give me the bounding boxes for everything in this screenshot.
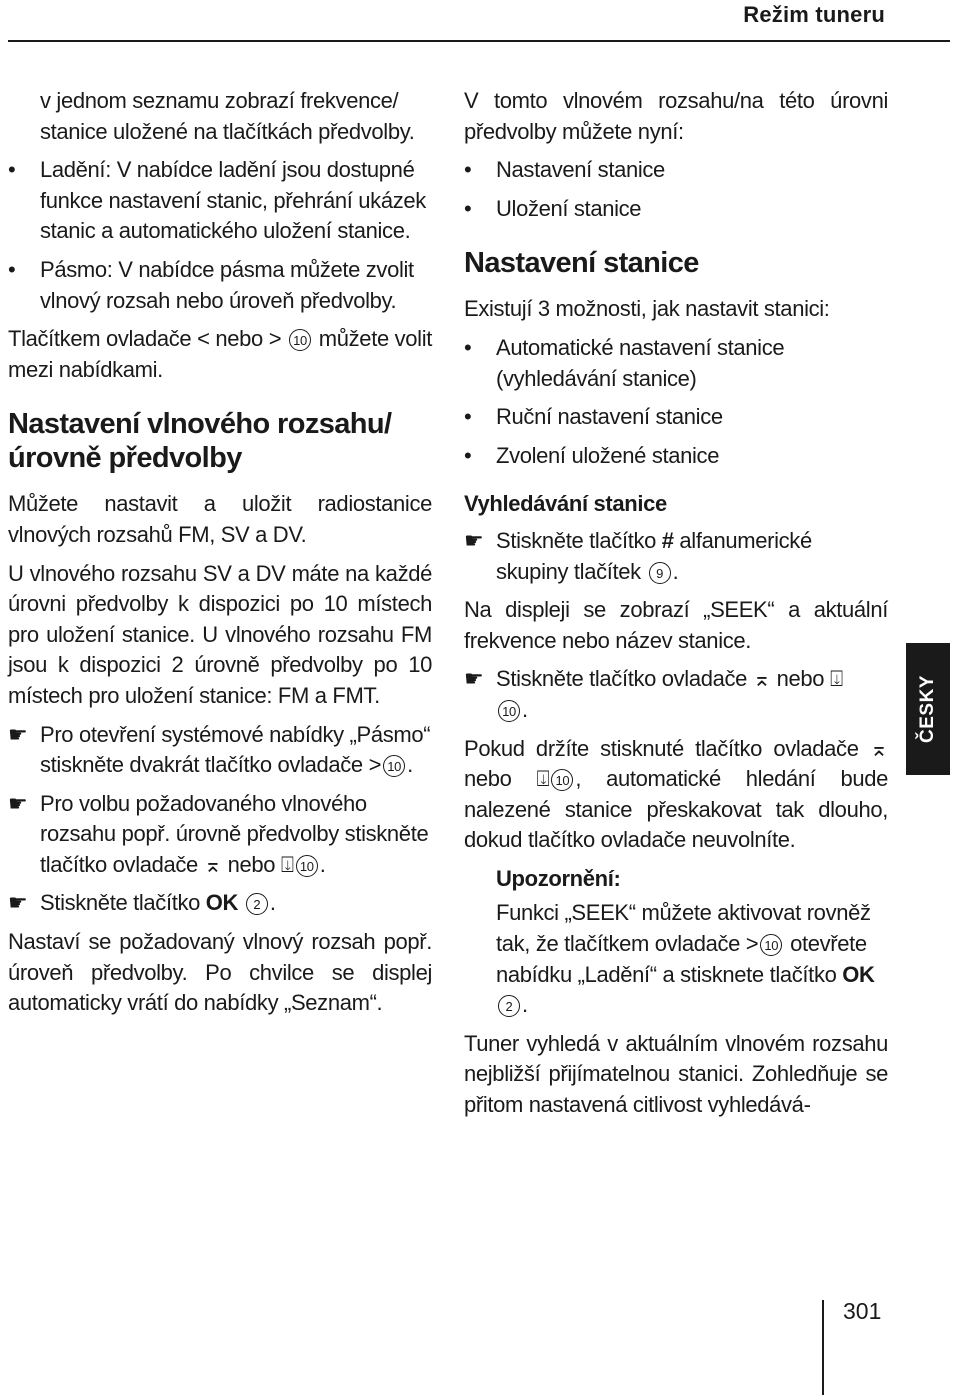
bullet-manual: • Ruční nastavení stanice [464, 402, 888, 433]
hold-button-text-or: nebo [464, 766, 512, 792]
station-options-intro: Existují 3 možnosti, jak nastavit stanici: [464, 296, 830, 322]
footer-rule [822, 1300, 824, 1395]
step-press-ok [8, 888, 432, 919]
button-ref-10: 10 [551, 769, 573, 791]
left-column [8, 86, 432, 1027]
step-select-band-or: nebo [227, 851, 276, 877]
menu-switch-text-a: Tlačítkem ovladače [8, 326, 192, 352]
note-text [496, 898, 888, 1020]
band-detail-text: U vlnového rozsahu SV a DV máte na každé úrovni předvolby k dispozici po 10 místech pro uložení stanice. U vlnového rozsahu FM jsou k dispozici 2 úrovně předvolby po 10 místech pro uložení stanice: FM a FMT. [8, 560, 432, 708]
page-number: 301 [843, 1298, 882, 1324]
step-end-dot: . [407, 752, 413, 778]
step-select-band-text: Pro volbu požadovaného vlnového rozsahu popř. úrovně předvolby stiskněte tlačítko ovladače [40, 790, 429, 877]
pointing-hand-icon: ☛ [8, 721, 28, 747]
step-end-dot: . [319, 851, 326, 877]
step-press-hash-text: Stiskněte tlačítko [496, 527, 656, 553]
step-end-dot: . [269, 890, 276, 916]
bullet-band: • Pásmo: V nabídce pásma můžete zvolit vlnový rozsah nebo úroveň předvolby. [8, 255, 432, 316]
step-press-hash-text-b: alfanumerické skupiny tlačítek [496, 527, 812, 584]
step-end-dot: . [522, 696, 528, 722]
button-ref-2: 2 [498, 995, 520, 1017]
arrow-right-icon: > [268, 326, 282, 352]
section-heading-station: Nastavení stanice [464, 247, 699, 280]
pointing-hand-icon: ☛ [8, 790, 28, 816]
bullet-saved: • Zvolení uložené stanice [464, 441, 888, 472]
hold-button-text-a: Pokud držíte stisknuté tlačítko ovladače [464, 735, 859, 761]
language-tab [906, 643, 950, 775]
button-ref-10: 10 [760, 934, 782, 956]
button-ref-10: 10 [498, 700, 520, 722]
subheading-search: Vyhledávání stanice [464, 491, 667, 517]
hash-key-label: # [661, 527, 674, 553]
ok-key-label: OK [205, 890, 239, 916]
step-press-up-down-text: Stiskněte tlačítko ovladače [496, 666, 748, 692]
arrow-up-icon: ⌅ [203, 851, 222, 877]
step-select-band [8, 789, 432, 881]
left-intro-text: v jednom seznamu zobrazí frekvence/ stanice uložené na tlačítkách předvolby. [40, 88, 415, 144]
arrow-down-icon: ⍗ [280, 851, 294, 877]
note-box [464, 864, 888, 1021]
bullet-station-setting: • Nastavení stanice [464, 155, 888, 186]
menu-switch-text-or: nebo [215, 326, 263, 352]
hold-button-text [464, 734, 888, 856]
step-open-band-menu [8, 720, 432, 781]
pointing-hand-icon: ☛ [8, 890, 28, 916]
arrow-left-icon: < [197, 326, 210, 352]
pointing-hand-icon: ☛ [464, 666, 484, 692]
running-header: Režim tuneru [743, 2, 885, 27]
band-intro-text: Můžete nastavit a uložit radiostanice vlnových rozsahů FM, SV a DV. [8, 491, 432, 547]
step-end-dot: . [672, 558, 679, 584]
arrow-up-icon: ⌅ [752, 666, 771, 692]
note-text-a: Funkci „SEEK“ můžete aktivovat rovněž tak, že tlačítkem ovladače [496, 900, 871, 957]
step-press-hash [464, 526, 888, 587]
seek-display-text: Na displeji se zobrazí „SEEK“ a aktuální frekvence nebo název stanice. [464, 597, 888, 653]
tuner-search-text: Tuner vyhledá v aktuálním vlnovém rozsahu nejbližší přijímatelnou stanici. Zohledňuje se přitom nastavená citlivost vyhledává- [464, 1030, 888, 1118]
button-ref-10: 10 [296, 855, 318, 877]
note-title: Upozornění: [496, 865, 621, 891]
hold-button-text-c: , automatické hledání bude nalezené stanice přeskakovat tak dlouho, dokud tlačítko ovladače neuvolníte. [464, 766, 888, 853]
note-text-b: otevřete nabídku „Ladění“ a stisknete tlačítko [496, 931, 867, 987]
menu-switch-text [8, 324, 432, 385]
right-column [464, 86, 888, 1129]
language-tab-label: ČESKY [917, 675, 938, 743]
section-heading-band: Nastavení vlnového rozsahu/ úrovně předvolby [8, 408, 392, 475]
button-ref-9: 9 [649, 562, 671, 584]
bullet-station-saving: • Uložení stanice [464, 194, 888, 225]
button-ref-2: 2 [246, 893, 268, 915]
button-ref-10: 10 [383, 755, 405, 777]
right-intro-text: V tomto vlnovém rozsahu/na této úrovni předvolby můžete nyní: [464, 88, 888, 144]
step-open-band-menu-text: Pro otevření systémové nabídky „Pásmo“ stiskněte dvakrát tlačítko ovladače [40, 721, 431, 778]
header-rule [8, 40, 950, 42]
button-ref-10: 10 [289, 329, 311, 351]
menu-switch-text-c: můžete volit mezi nabídkami. [8, 326, 433, 382]
arrow-down-icon: ⍗ [536, 766, 550, 792]
note-end-dot: . [522, 992, 528, 1018]
bullet-auto-search: • Automatické nastavení stanice (vyhledávání stanice) [464, 333, 888, 394]
bullet-tuning: • Ladění: V nabídce ladění jsou dostupné funkce nastavení stanic, přehrání ukázek stanic a automatického uložení stanice. [8, 155, 432, 247]
step-press-up-down [464, 664, 888, 725]
step-press-up-down-or: nebo [776, 666, 825, 692]
arrow-up-icon: ⌅ [869, 735, 888, 761]
band-result-text: Nastaví se požadovaný vlnový rozsah popř. úroveň předvolby. Po chvilce se displej automaticky vrátí do nabídky „Seznam“. [8, 929, 432, 1016]
arrow-down-icon: ⍗ [829, 666, 843, 692]
arrow-right-icon: > [745, 931, 759, 957]
step-press-ok-text: Stiskněte tlačítko [40, 890, 200, 916]
pointing-hand-icon: ☛ [464, 527, 484, 553]
arrow-right-icon: > [368, 752, 382, 778]
ok-key-label: OK [842, 961, 875, 987]
